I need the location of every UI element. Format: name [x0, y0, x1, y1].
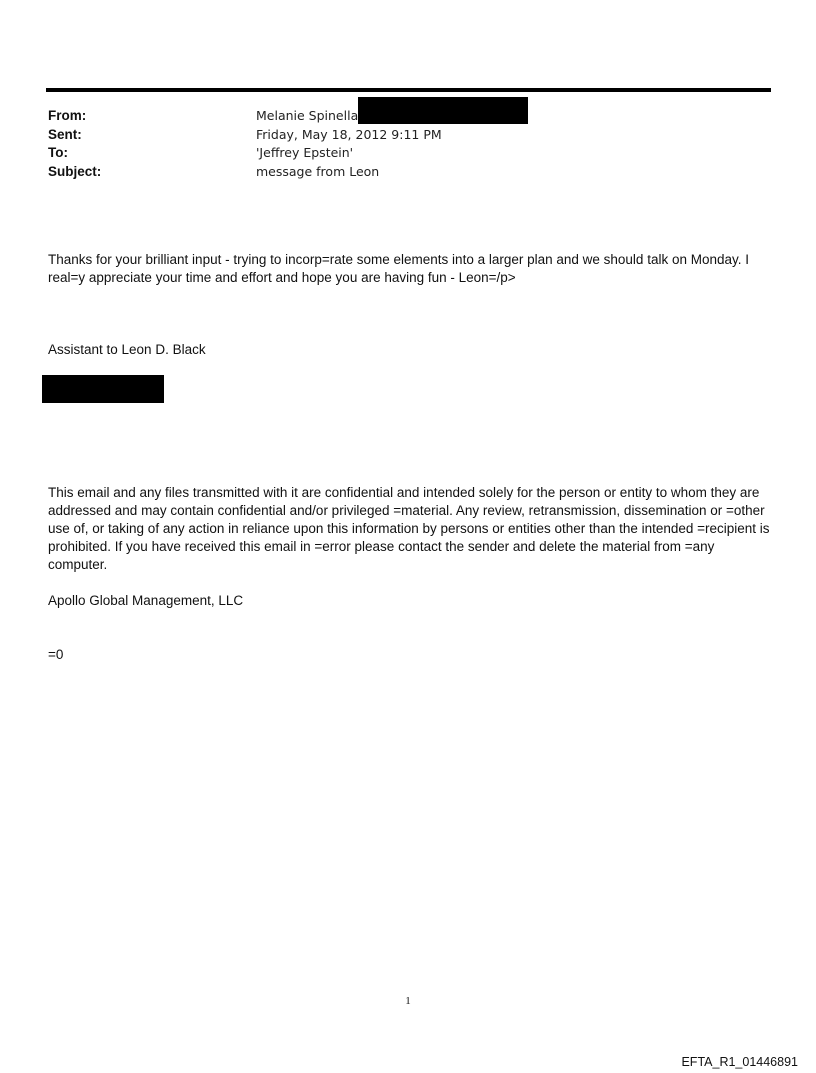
redacted-contact-info [42, 375, 164, 403]
subject-value: message from Leon [256, 163, 380, 179]
company-name: Apollo Global Management, LLC [48, 593, 244, 608]
from-value: Melanie Spinella [256, 108, 359, 123]
to-row [48, 144, 768, 163]
sent-row [48, 126, 768, 145]
confidentiality-disclaimer: This email and any files transmitted with it are confidential and intended solely for the person or entity to whom they are addressed and may contain confidential and/or privileged =material. Any review, retransmission, dissemination or =other use of, or taking of any action in reliance upon this information by persons or entities other than the intended =recipient is prohibited. If you have received this email in =error please contact the sender and delete the material from =any computer. [48, 485, 770, 572]
subject-row [48, 163, 768, 182]
sent-label: Sent: [48, 126, 82, 142]
message-body: Thanks for your brilliant input - trying to incorp=rate some elements into a larger plan and we should talk on Monday. I real=y appreciate your time and effort and hope you are having fun - Leon=/p> [48, 252, 749, 285]
from-label: From: [48, 108, 87, 123]
header-rule [46, 88, 771, 92]
to-value: 'Jeffrey Epstein' [256, 145, 354, 160]
trailing-text: =0 [48, 647, 64, 662]
redacted-email-address [358, 97, 528, 124]
subject-label: Subject: [48, 163, 102, 179]
signature-line: Assistant to Leon D. Black [48, 342, 206, 357]
sent-value: Friday, May 18, 2012 9:11 PM [256, 126, 442, 142]
to-label: To: [48, 145, 68, 160]
page-number: 1 [405, 995, 411, 1007]
document-id: EFTA_R1_01446891 [681, 1055, 798, 1069]
